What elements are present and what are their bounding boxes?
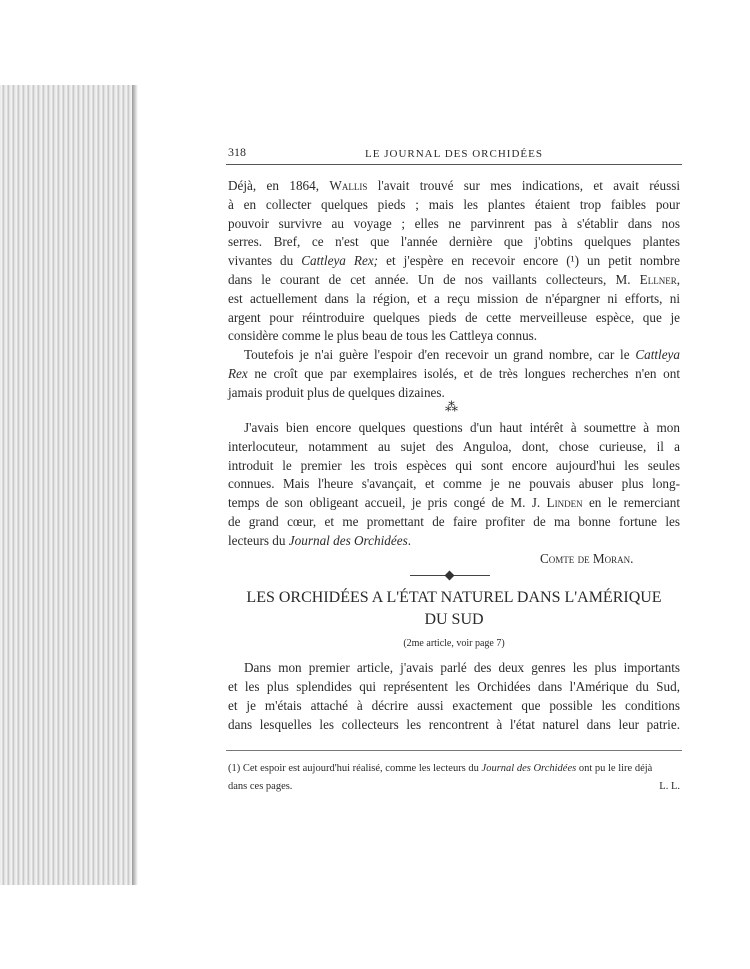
header-rule	[226, 164, 682, 165]
emphasis: Journal des Orchidées	[288, 532, 408, 548]
text: interlocuteur, notamment au sujet des Anguloa, dont, chose curieuse, il a	[228, 438, 680, 454]
footnote-initials: L. L.	[659, 781, 680, 792]
text: à en collecter quelques pieds ; mais les plantes étaient trop faibles pour	[228, 196, 680, 212]
footnote-line1	[228, 762, 680, 775]
text-line	[228, 272, 680, 288]
text: temps de son obligeant accueil, je pris congé de M. J.	[228, 495, 547, 511]
footnote-journal-title: Journal des Orchidées	[481, 763, 577, 774]
text: et j'espère en recevoir encore (¹) un petit nombre	[378, 253, 680, 269]
emphasis: Ellner	[639, 272, 677, 287]
text-line	[228, 310, 680, 326]
text: ne croît que par exemplaires isolés, et de très longues recherches n'en ont	[247, 366, 680, 381]
text: .	[407, 532, 411, 548]
emphasis: Cattleya	[635, 347, 680, 363]
text: ,	[676, 272, 680, 287]
footnote-rule	[226, 750, 682, 751]
text-line	[228, 178, 680, 194]
article2-title-text: DU SUD	[424, 611, 484, 628]
text-line: dans lesquelles les collecteurs les rencontrent à l'état naturel dans leur patrie.	[228, 717, 680, 732]
running-title: LE JOURNAL DES ORCHIDÉES	[365, 148, 543, 160]
text: en le remerciant	[582, 495, 680, 511]
text-line: Dans mon premier article, j'avais parlé des deux genres les plus importants	[244, 660, 680, 675]
text-line	[228, 234, 680, 250]
article2-title-line1	[228, 588, 680, 607]
text: Toutefois je n'ai guère l'espoir d'en recevoir un grand nombre, car le	[244, 347, 636, 363]
text-line	[228, 439, 680, 455]
text: dans le courant de cet année. Un de nos vaillants collecteurs, M.	[228, 272, 640, 287]
text-line	[228, 533, 680, 549]
text-line	[228, 197, 680, 213]
article2-title-text: LES ORCHIDÉES A L'ÉTAT NATUREL DANS L'AMÉRIQUE	[246, 589, 662, 606]
text: J'avais bien encore quelques questions d'un haut intérêt à soumettre à mon	[244, 420, 680, 435]
text-line	[228, 495, 680, 511]
text-line	[244, 347, 680, 363]
text-line	[228, 328, 680, 344]
emphasis: Wallis	[329, 178, 368, 193]
text-line: et les plus splendides qui représentent les Orchidées dans l'Amérique du Sud,	[228, 679, 680, 694]
text: Déjà, en 1864,	[228, 178, 330, 193]
footnote-text: (1) Cet espoir est aujourd'hui réalisé, comme les lecteurs du	[228, 763, 482, 774]
text: considère comme le plus beau de tous les Cattleya connus.	[228, 328, 538, 344]
text: lecteurs du	[228, 532, 289, 548]
text: pouvoir survivre au voyage ; elles ne parvinrent pas à s'établir dans nos	[228, 215, 680, 231]
text-line	[228, 291, 680, 307]
emphasis: Cattleya Rex;	[301, 253, 379, 269]
footnote-line2	[228, 780, 680, 793]
page-number: 318	[228, 145, 246, 159]
text: l'avait trouvé sur mes indications, et avait réussi	[367, 178, 681, 193]
page-edges	[0, 85, 132, 885]
text: est actuellement dans la région, et a reçu mission de n'épargner ni efforts, ni	[228, 290, 680, 306]
text-line	[228, 216, 680, 232]
emphasis: Rex	[228, 366, 248, 381]
text: jamais produit plus de quelques dizaines.	[228, 384, 445, 400]
article2-title-line2	[228, 610, 680, 629]
text-line	[228, 253, 680, 269]
signature: Comte de Moran.	[540, 551, 634, 566]
emphasis: Linden	[546, 495, 583, 511]
text-line	[244, 420, 680, 436]
text-line	[228, 458, 680, 474]
footnote-text: dans ces pages.	[228, 781, 293, 792]
text: introduit le premier les trois espèces qui sont encore aujourd'hui les seules	[228, 457, 680, 473]
text: vivantes du	[228, 253, 302, 269]
text: de grand cœur, et me promettant de faire profiter de ma bonne fortune les	[228, 514, 680, 529]
text: argent pour réintroduire quelques pieds de cette merveilleuse espèce, que je	[228, 309, 680, 325]
text-line	[228, 514, 680, 530]
text-line: et je m'étais attaché à décrire aussi exactement que possible les conditions	[228, 698, 680, 713]
text-line	[228, 476, 680, 492]
text: connues. Mais l'heure s'avançait, et comme je ne pouvais abuser plus long-	[228, 476, 680, 492]
footnote-text: ont pu le lire déjà	[576, 763, 653, 774]
text: serres. Bref, ce n'est que l'année dernière que j'obtins quelques plantes	[228, 234, 680, 250]
text-line	[228, 366, 680, 382]
article2-subtitle: (2me article, voir page 7)	[403, 638, 505, 649]
asterism: ⁂	[445, 399, 458, 414]
